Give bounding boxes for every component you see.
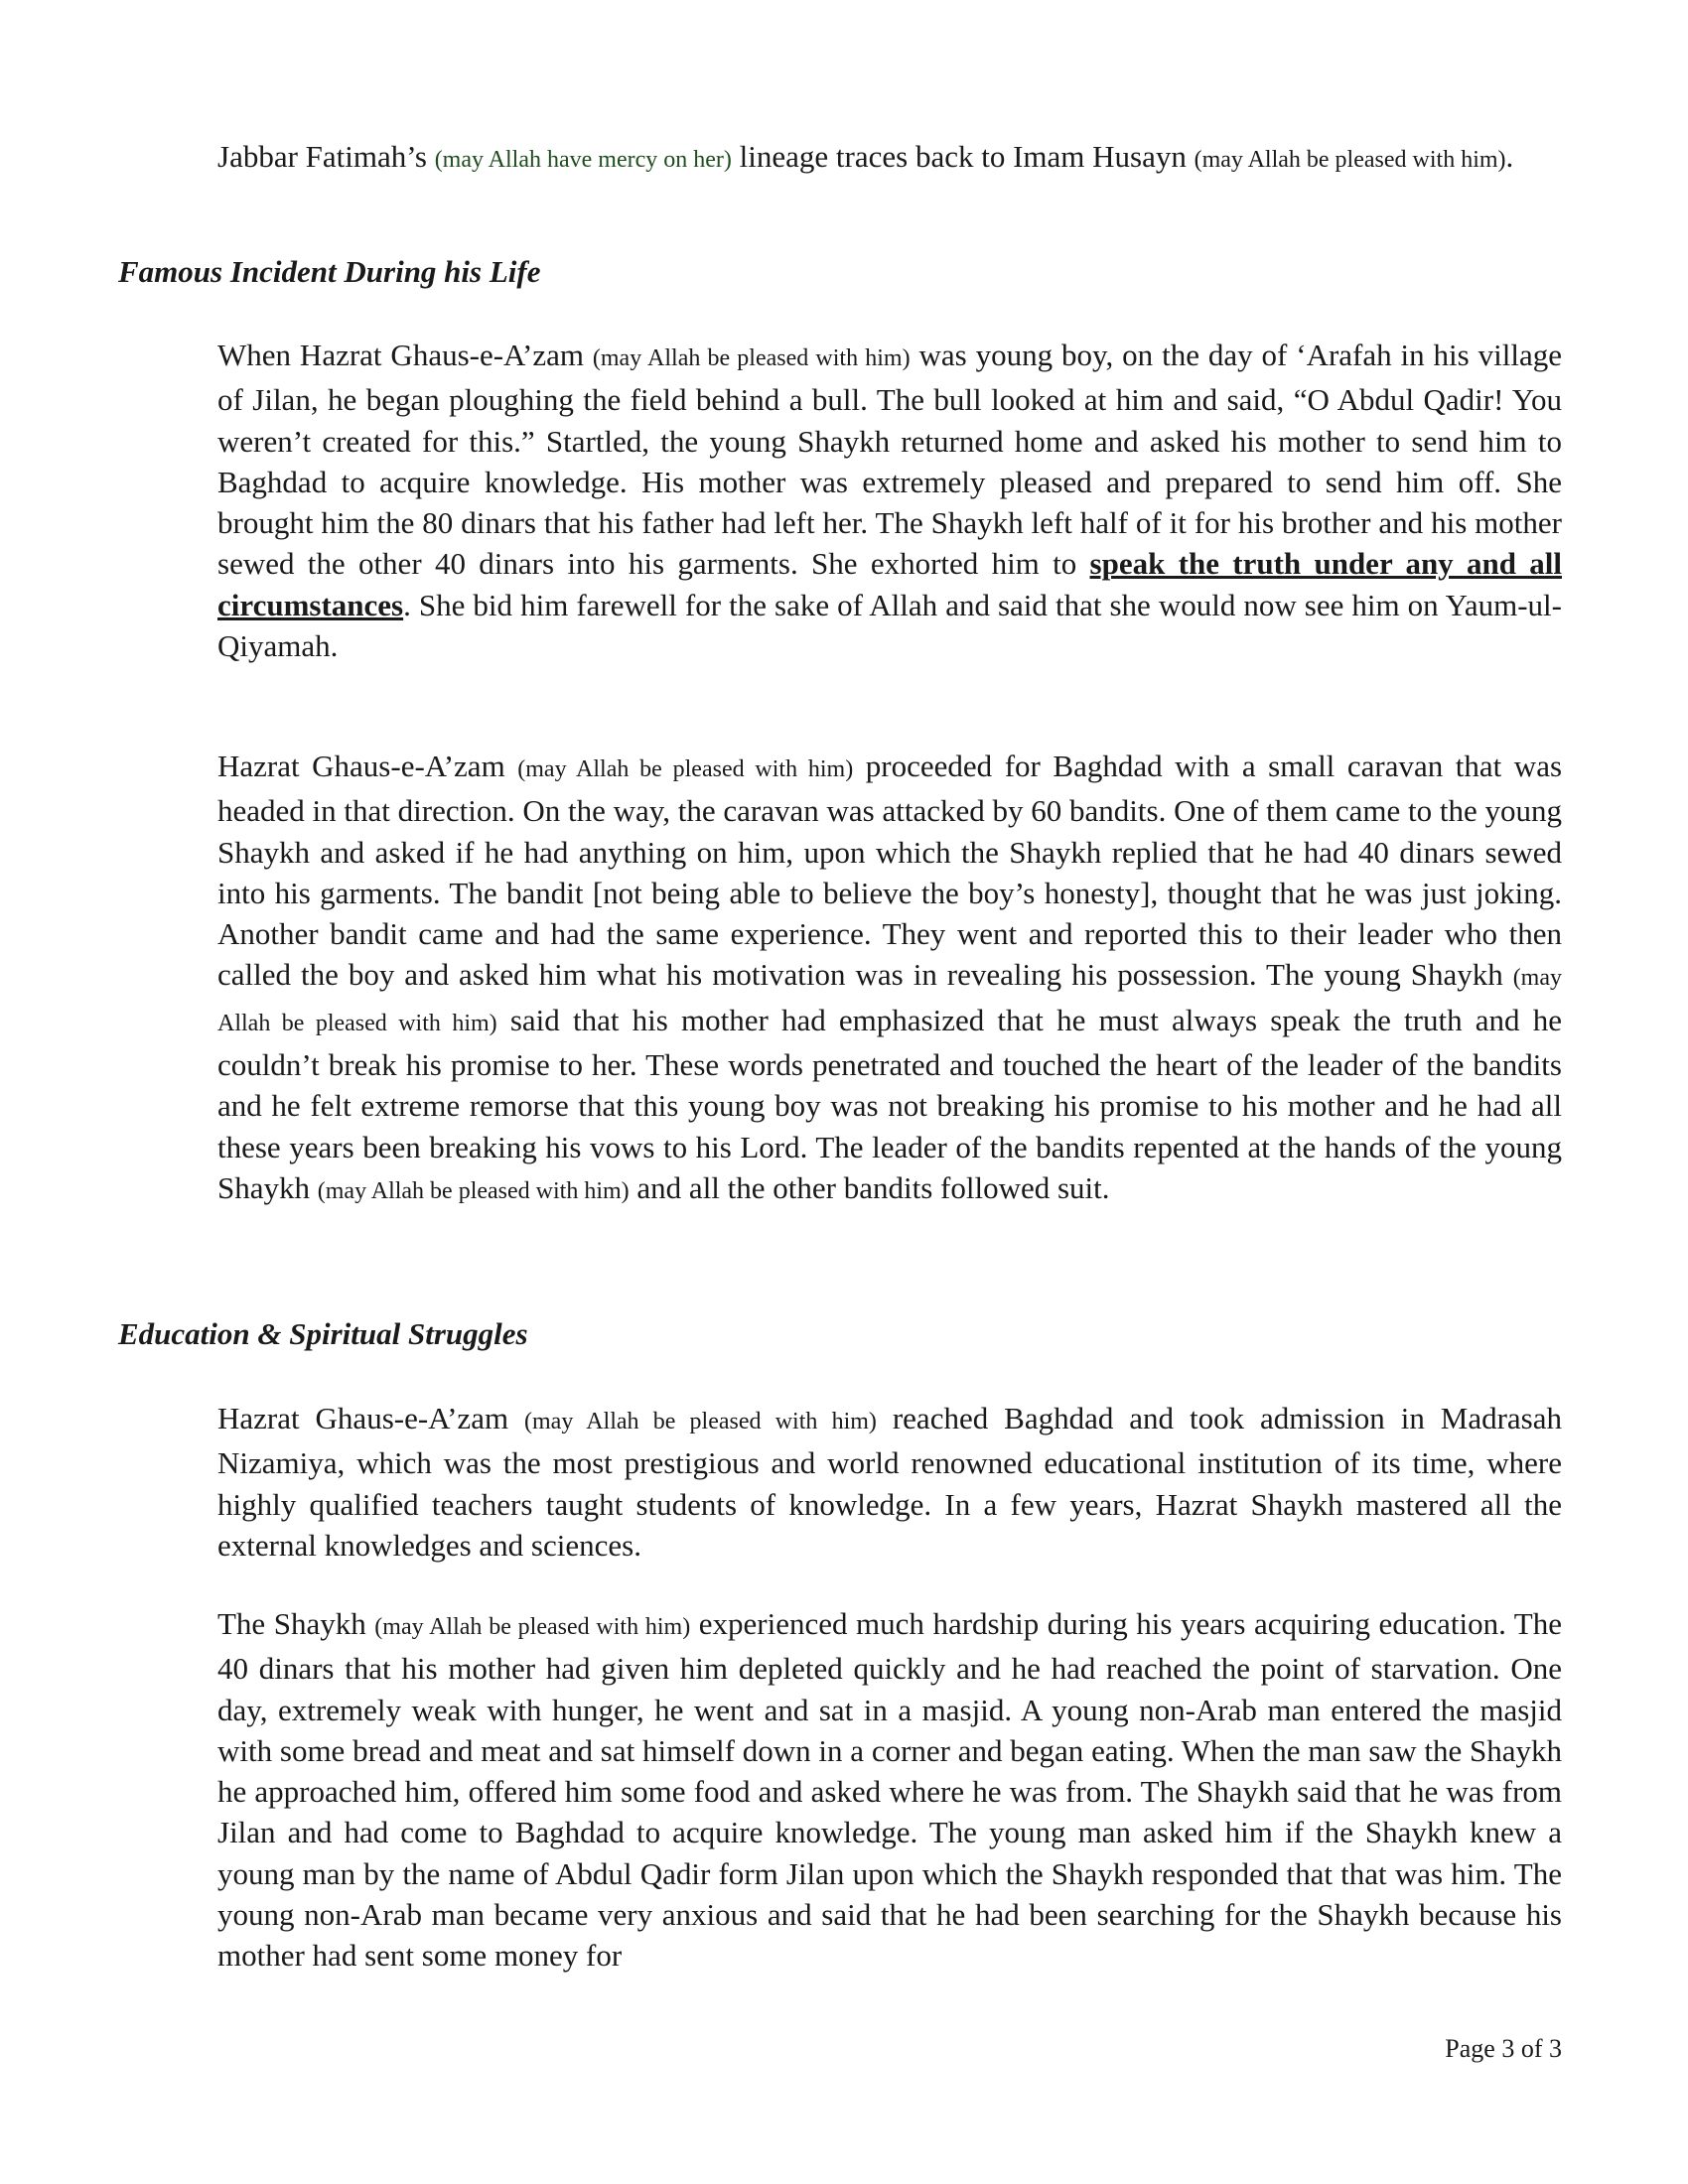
page-number: Page 3 of 3 [1445, 2034, 1562, 2063]
emphasized-text: speak the truth under any and all circumstances [217, 546, 1562, 622]
section-heading-education: Education & Spiritual Struggles [118, 1316, 528, 1351]
honorific-text: (may Allah be pleased with him) [317, 1177, 630, 1204]
paragraph-text: reached Baghdad and took admission in Madrasah Nizamiya, which was the most prestigious and world renowned educational institution of its time, where highly qualified teachers taught students of knowledge. In a few years, Hazrat Shaykh mastered all the external knowledges and sciences. [217, 1401, 1563, 1563]
intro-paragraph [217, 136, 1562, 181]
honorific-text: (may Allah be pleased with him) [517, 756, 854, 782]
paragraph-text: experienced much hardship during his years acquiring education. The 40 dinars that his mother had given him depleted quickly and he had reached the point of starvation. One day, extremely weak with hunger, he went and sat in a masjid. A young non-Arab man entered the masjid with some bread and meat and sat himself down in a corner and began eating. When the man saw the Shaykh he approached him, offered him some food and asked where he was from. The Shaykh said that he was from Jilan and had come to Baghdad to acquire knowledge. The young man asked him if the Shaykh knew a young man by the name of Abdul Qadir form Jilan upon which the Shaykh responded that that was him. The young non-Arab man became very anxious and said that he had been searching for the Shaykh because his mother had sent some money for [217, 1606, 1562, 1974]
famous-incident-paragraph-1 [217, 335, 1562, 666]
honorific-text: (may Allah be pleased with him) [592, 345, 911, 371]
intro-text-a: Jabbar Fatimah’s [217, 139, 435, 174]
honorific-text: (may Allah be pleased with him) [524, 1409, 877, 1434]
education-paragraph-2 [217, 1603, 1562, 1977]
paragraph-text: was young boy, on the day of ‘Arafah in his village of Jilan, he began ploughing the field behind a bull. The bull looked at him and said, “O Abdul Qadir! You weren’t created for this.” Startled, the young Shaykh returned home and asked his mother to send him to Baghdad to acquire knowledge. His mother was extremely pleased and prepared to send him off. She brought him the 80 dinars that his father had left her. The Shaykh left half of it for his brother and his mother sewed the other 40 dinars into his garments. She exhorted him to [217, 338, 1562, 582]
paragraph-text: proceeded for Baghdad with a small caravan that was headed in that direction. On the way, the caravan was attacked by 60 bandits. One of them came to the young Shaykh and asked if he had anything on him, upon which the Shaykh replied that he had 40 dinars sewed into his garments. The bandit [not being able to believe the boy’s honesty], thought that he was just joking. Another bandit came and had the same experience. They went and reported this to their leader who then called the boy and asked him what his motivation was in revealing his possession. The young Shaykh [217, 749, 1563, 993]
honorific-text: (may Allah be pleased with him) [217, 965, 1562, 1036]
intro-text-c: . [1505, 139, 1514, 174]
paragraph-text: Hazrat Ghaus-e-A’zam [217, 1401, 525, 1435]
paragraph-text: said that his mother had emphasized that he must always speak the truth and he couldn’t break his promise to her. These words penetrated and touched the heart of the leader of the bandits and he felt extreme remorse that this young boy was not breaking his promise to his mother and he had all these years been breaking his vows to his Lord. The leader of the bandits repented at the hands of the young Shaykh [217, 1002, 1562, 1205]
famous-incident-paragraph-2 [217, 746, 1562, 1212]
intro-honorific-b: (may Allah be pleased with him) [1194, 147, 1506, 173]
paragraph-text: and all the other bandits followed suit. [629, 1169, 1110, 1205]
section-heading-famous-incident: Famous Incident During his Life [118, 254, 541, 289]
honorific-text: (may Allah be pleased with him) [374, 1614, 691, 1640]
paragraph-text: When Hazrat Ghaus-e-A’zam [217, 338, 593, 372]
paragraph-text: . She bid him farewell for the sake of Allah and said that she would now see him on Yaum-ul-Qiyamah. [217, 587, 1562, 664]
paragraph-text: Hazrat Ghaus-e-A’zam [217, 749, 518, 783]
intro-honorific-a: (may Allah have mercy on her) [434, 147, 732, 173]
education-paragraph-1 [217, 1398, 1562, 1566]
paragraph-text: The Shaykh [217, 1606, 375, 1641]
intro-text-b: lineage traces back to Imam Husayn [731, 139, 1195, 174]
